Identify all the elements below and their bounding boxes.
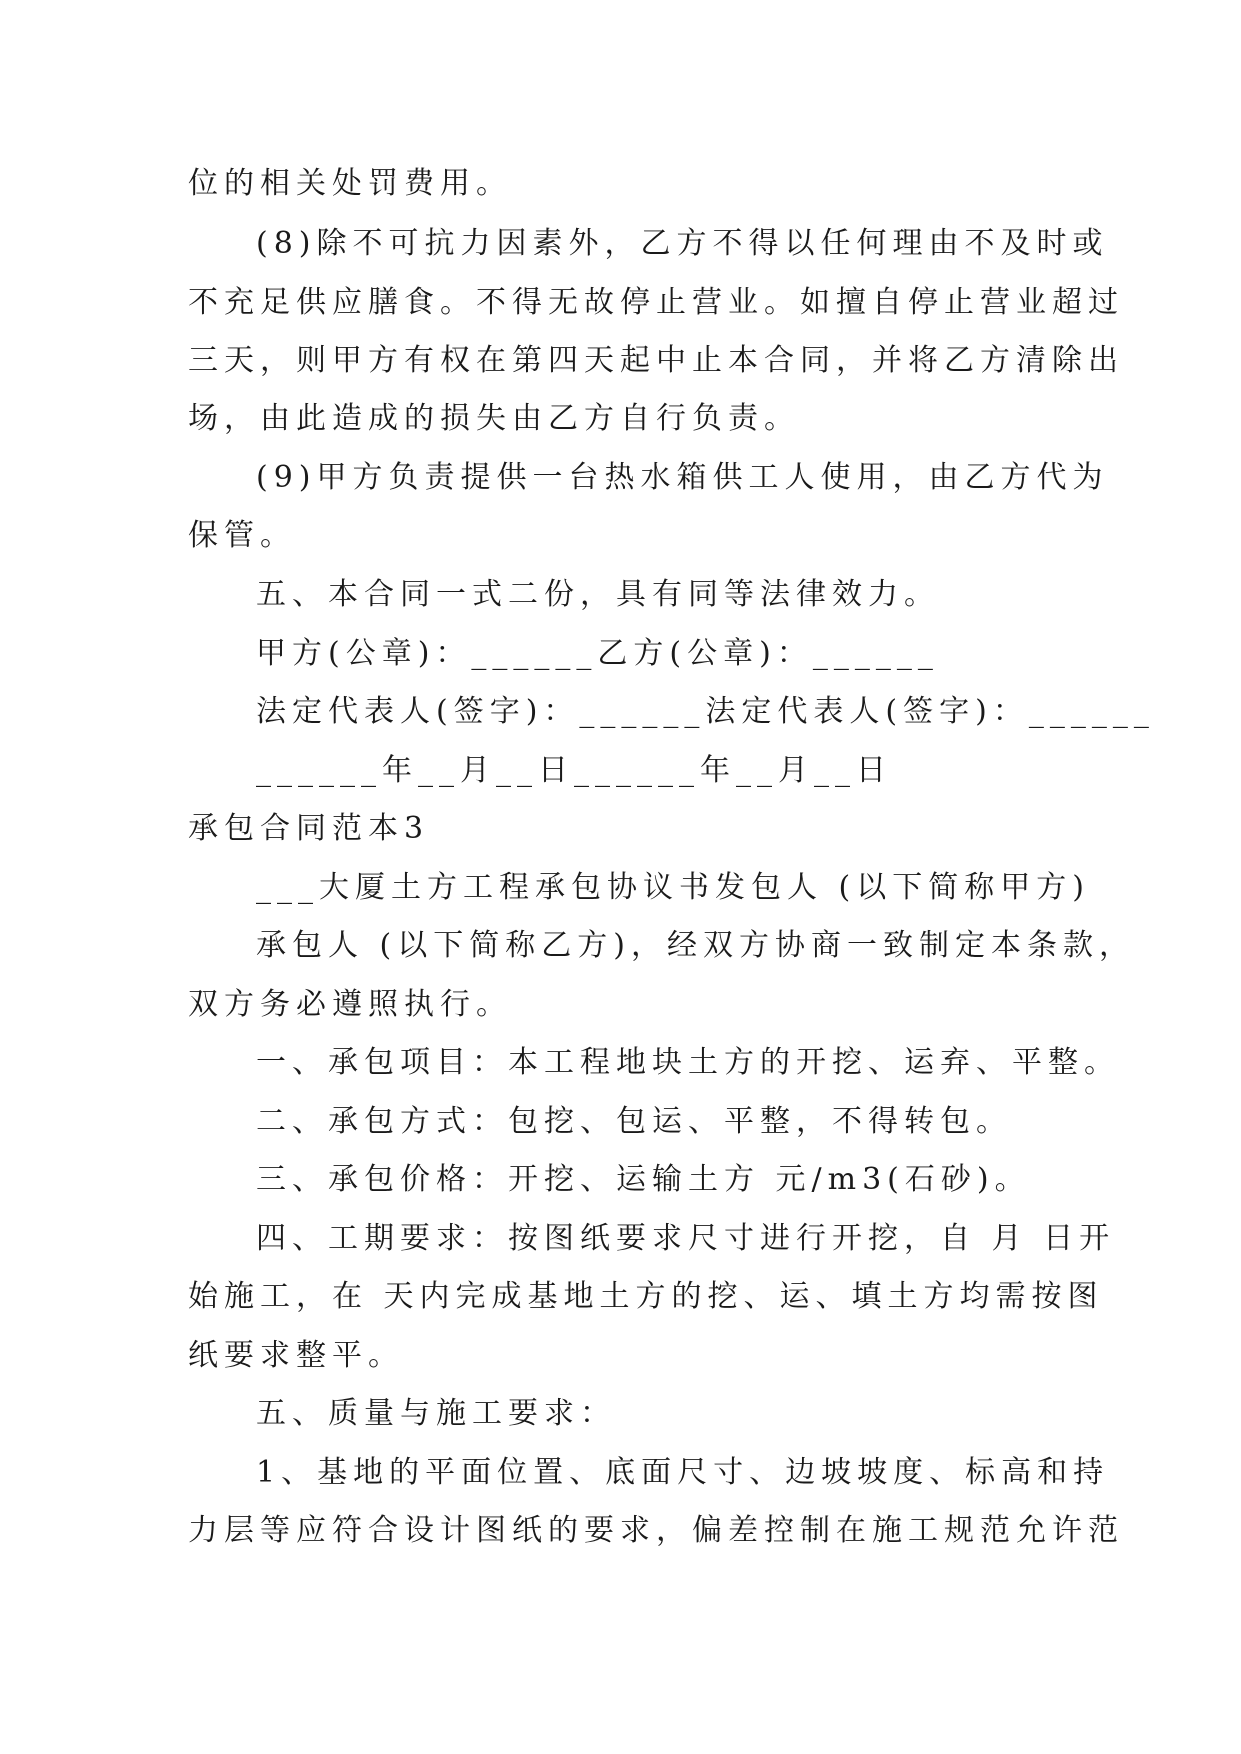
- signature-line: 法定代表人(签字)：______法定代表人(签字)：______: [256, 694, 1155, 729]
- section-title: 承包合同范本3: [188, 811, 430, 846]
- text-line: 四、工期要求：按图纸要求尺寸进行开挖，自 月 日开: [256, 1221, 1116, 1256]
- text-line: 力层等应符合设计图纸的要求，偏差控制在施工规范允许范: [188, 1513, 1124, 1548]
- text-line: 双方务必遵照执行。: [188, 987, 512, 1022]
- text-line: 五、本合同一式二份，具有同等法律效力。: [256, 577, 940, 612]
- text-line: 五、质量与施工要求：: [256, 1396, 616, 1431]
- text-line: 三天，则甲方有权在第四天起中止本合同，并将乙方清除出: [188, 343, 1124, 378]
- text-line: 不充足供应膳食。不得无故停止营业。如擅自停止营业超过: [188, 285, 1124, 320]
- text-line: 位的相关处罚费用。: [188, 166, 512, 201]
- text-line: 承包人 (以下简称乙方)，经双方协商一致制定本条款，: [256, 928, 1135, 963]
- text-line: (9)甲方负责提供一台热水箱供工人使用，由乙方代为: [256, 460, 1109, 495]
- text-line: 三、承包价格：开挖、运输土方 元/m3(石砂)。: [256, 1162, 1031, 1197]
- date-line: ______年__月__日______年__月__日: [256, 753, 892, 788]
- text-line: 保管。: [188, 518, 296, 553]
- text-line: (8)除不可抗力因素外，乙方不得以任何理由不及时或: [256, 226, 1109, 261]
- text-line: 始施工，在 天内完成基地土方的挖、运、填土方均需按图: [188, 1279, 1104, 1314]
- text-line: 一、承包项目：本工程地块土方的开挖、运弃、平整。: [256, 1045, 1120, 1080]
- signature-line: 甲方(公章)：______乙方(公章)：______: [256, 636, 939, 671]
- text-line: 纸要求整平。: [188, 1338, 404, 1373]
- text-line: ___大厦土方工程承包协议书发包人 (以下简称甲方): [256, 870, 1090, 905]
- text-line: 1、基地的平面位置、底面尺寸、边坡坡度、标高和持: [256, 1455, 1110, 1490]
- text-line: 二、承包方式：包挖、包运、平整，不得转包。: [256, 1104, 1012, 1139]
- text-line: 场，由此造成的损失由乙方自行负责。: [188, 401, 800, 436]
